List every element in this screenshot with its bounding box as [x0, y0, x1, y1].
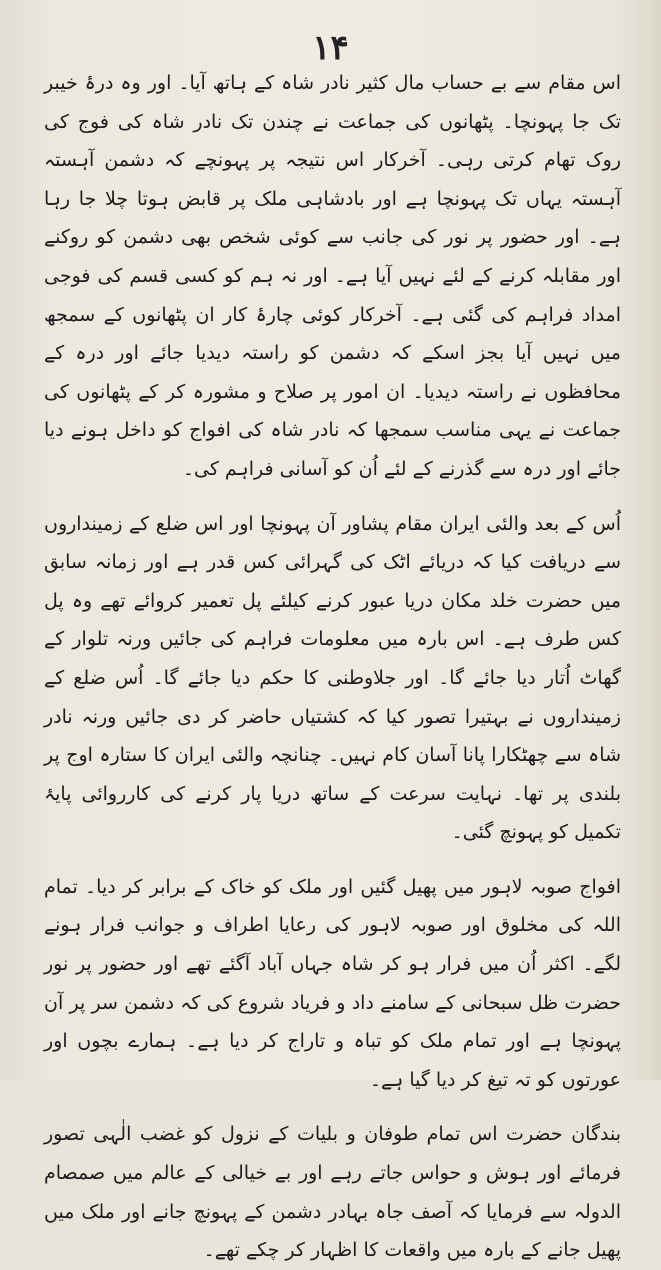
paragraph-2: اُس کے بعد والئی ایران مقام پشاور آن پہونچا اور اس ضلع کے زمینداروں سے دریافت کیا کہ دریائے اٹک کی گہرائی کس قدر ہے اور زمانہ سابق میں حضرت خلد مکان دریا عبور کرنے کیلئے پل تعمیر کروائے تھے وہ پل کس طرف ہے۔ اس بارہ میں معلومات فراہم کی جائیں ورنہ تلوار کے گھاٹ اُتار دیا جائے گا۔ اور جلاوطنی کا حکم دیا جائے گا۔ اُس ضلع کے زمینداروں نے بہتیرا تصور کیا کہ کشتیاں حاضر کر دی جائیں ورنہ نادر شاہ سے چھٹکارا پانا آسان کام نہیں۔ چنانچہ والئی ایران کا ستارہ اوج پر بلندی پر تھا۔ نہایت سرعت کے ساتھ دریا پار کرنے کی کارروائی پایۂ تکمیل کو پہونچ گئی۔ [44, 512, 621, 844]
paragraph-3: افواج صوبہ لاہور میں پھیل گئیں اور ملک کو خاک کے برابر کر دیا۔ تمام اللہ کی مخلوق اور صوبہ لاہور کی رعایا اطراف و جوانب فرار ہونے لگے۔ اکثر اُن میں فرار ہو کر شاہ جہاں آباد آگئے تھے اور حضور پر نور حضرت ظل سبحانی کے سامنے داد و فریاد شروع کی کہ دشمن سر پر آن پہونچا ہے اور تمام ملک کو تباہ و تاراج کر دیا ہے۔ ہمارے بچوں اور عورتوں کو تہ تیغ کر دیا گیا ہے۔ [44, 875, 621, 1091]
page-body [44, 64, 621, 1270]
page-number: ۱۴ [312, 28, 349, 68]
paragraph-1: اس مقام سے بے حساب مال کثیر نادر شاہ کے ہاتھ آیا۔ اور وہ درۂ خیبر تک جا پہونچا۔ پٹھانوں کی جماعت نے چندن تک نادر شاہ کی فوج کی روک تھام کرتی رہی۔ آخرکار اس نتیجہ پر پہونچے کہ دشمن آہستہ آہستہ یہاں تک پہونچا ہے اور بادشاہی ملک پر قابض ہوتا چلا جا رہا ہے۔ اور حضور پر نور کی جانب سے کوئی شخص بھی دشمن کو روکنے اور مقابلہ کرنے کے لئے نہیں آیا ہے۔ اور نہ ہم کو کسی قسم کی فوجی امداد فراہم کی گئی ہے۔ آخرکار کوئی چارۂ کار ان پٹھانوں کے سمجھ میں نہیں آیا بجز اسکے کہ دشمن کو راستہ دیدیا جائے اور درہ کے محافظوں نے راستہ دیدیا۔ ان امور پر صلاح و مشورہ کر کے پٹھانوں کی جماعت نے یہی مناسب سمجھا کہ نادر شاہ کی افواج کو داخل ہونے دیا جائے اور درہ سے گذرنے کے لئے اُن کو آسانی فراہم کی۔ [44, 72, 621, 480]
paragraph-4: بندگان حضرت اس تمام طوفان و بلیات کے نزول کو غضب الٰہی تصور فرمائے اور ہوش و حواس جاتے رہے اور بے خیالی کے عالم میں صمصام الدولہ سے فرمایا کہ آصف جاہ بہادر دشمن کے پہونچ جانے اور ملک میں پھیل جانے کے بارہ میں واقعات کا اظہار کر چکے تھے۔ [44, 1123, 621, 1262]
